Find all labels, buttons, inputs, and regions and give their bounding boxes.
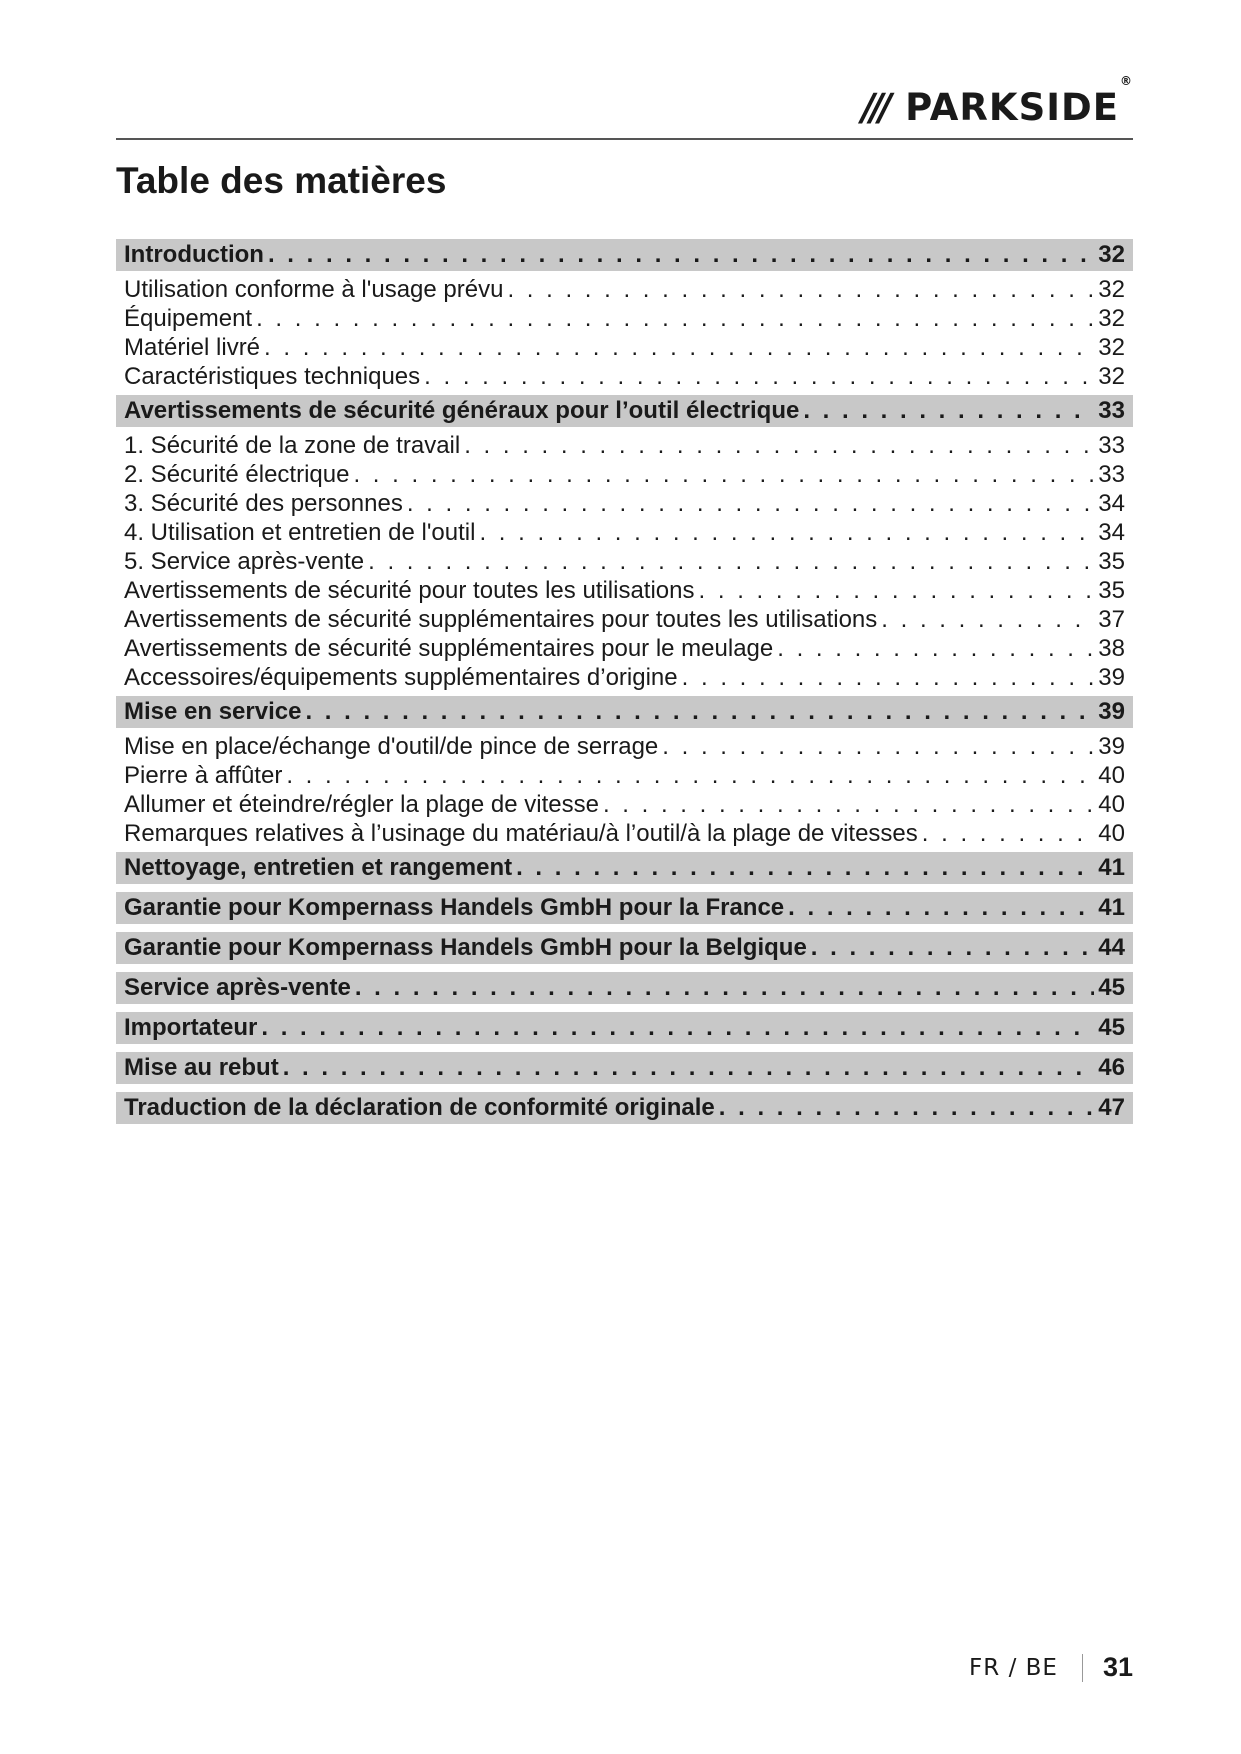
toc-entry-label: Avertissements de sécurité supplémentaires pour le meulage: [124, 635, 774, 662]
toc-entry-page: 34: [1098, 490, 1125, 517]
toc-entry-row[interactable]: [116, 605, 1133, 634]
toc-entry-row[interactable]: [116, 431, 1133, 460]
toc-leader-dots: [719, 1092, 1095, 1124]
toc-section-row[interactable]: [116, 1092, 1133, 1124]
toc-entry-page: 33: [1098, 432, 1125, 459]
toc-leader-dots: [268, 239, 1094, 271]
toc-leader-dots: [811, 932, 1095, 964]
toc-leader-dots: [699, 576, 1095, 605]
toc-entry-row[interactable]: [116, 790, 1133, 819]
toc-entry-row[interactable]: [116, 518, 1133, 547]
toc-entry-row[interactable]: [116, 489, 1133, 518]
toc-entry-row[interactable]: [116, 732, 1133, 761]
toc-entry-label: Équipement: [124, 305, 253, 332]
toc-entry-page: 45: [1098, 974, 1125, 1001]
toc-section-row[interactable]: [116, 395, 1133, 427]
toc-leader-dots: [516, 852, 1094, 884]
toc-entry-page: 40: [1098, 791, 1125, 818]
toc-entry-label: Traduction de la déclaration de conformité originale: [124, 1094, 715, 1121]
language-code: FR / BE: [969, 1654, 1058, 1681]
toc-entry-row[interactable]: [116, 547, 1133, 576]
toc-entry-page: 40: [1098, 762, 1125, 789]
toc-leader-dots: [788, 892, 1094, 924]
toc-entry-page: 45: [1098, 1014, 1125, 1041]
toc-entry-row[interactable]: [116, 333, 1133, 362]
toc-entry-page: 33: [1098, 397, 1125, 424]
toc-entry-label: 1. Sécurité de la zone de travail: [124, 432, 461, 459]
toc-leader-dots: [464, 431, 1094, 460]
toc-entry-page: 32: [1098, 363, 1125, 390]
toc-entry-page: 44: [1098, 934, 1125, 961]
toc-leader-dots: [922, 819, 1095, 848]
toc-entry-page: 46: [1098, 1054, 1125, 1081]
toc-entry-row[interactable]: [116, 819, 1133, 848]
toc-section-row[interactable]: [116, 696, 1133, 728]
header-rule: [116, 138, 1133, 140]
toc-entry-page: 32: [1098, 241, 1125, 268]
toc-entry-page: 32: [1098, 305, 1125, 332]
toc-entry-label: Garantie pour Kompernass Handels GmbH pour la Belgique: [124, 934, 807, 961]
page-footer: [969, 1652, 1133, 1683]
toc-entry-row[interactable]: [116, 362, 1133, 391]
toc-entry-label: Accessoires/équipements supplémentaires d’origine: [124, 664, 678, 691]
toc-leader-dots: [261, 1012, 1094, 1044]
toc-entry-label: 5. Service après-vente: [124, 548, 365, 575]
toc-entry-label: Avertissements de sécurité supplémentaires pour toutes les utilisations: [124, 606, 878, 633]
toc-section-row[interactable]: [116, 892, 1133, 924]
page-title: Table des matières: [116, 160, 447, 201]
toc-entry-label: Garantie pour Kompernass Handels GmbH pour la France: [124, 894, 785, 921]
toc-entry-row[interactable]: [116, 634, 1133, 663]
toc-entry-page: 39: [1098, 698, 1125, 725]
toc-leader-dots: [264, 333, 1094, 362]
table-of-contents: [116, 235, 1133, 1128]
toc-section-row[interactable]: [116, 239, 1133, 271]
toc-leader-dots: [286, 761, 1094, 790]
toc-leader-dots: [368, 547, 1094, 576]
toc-entry-row[interactable]: [116, 663, 1133, 692]
toc-leader-dots: [256, 304, 1094, 333]
toc-leader-dots: [283, 1052, 1095, 1084]
toc-entry-label: Mise en service: [124, 698, 302, 725]
toc-leader-dots: [777, 634, 1094, 663]
toc-entry-row[interactable]: [116, 761, 1133, 790]
toc-leader-dots: [507, 275, 1094, 304]
toc-entry-label: 2. Sécurité électrique: [124, 461, 350, 488]
parkside-logo: [861, 74, 1133, 129]
logo-slashes: ///: [861, 86, 888, 129]
toc-entry-page: 47: [1098, 1094, 1125, 1121]
toc-entry-row[interactable]: [116, 576, 1133, 605]
toc-leader-dots: [881, 605, 1094, 634]
toc-entry-label: Avertissements de sécurité généraux pour l’outil électrique: [124, 397, 800, 424]
toc-leader-dots: [682, 663, 1095, 692]
toc-entry-page: 40: [1098, 820, 1125, 847]
toc-entry-label: Remarques relatives à l’usinage du matériau/à l’outil/à la plage de vitesses: [124, 820, 918, 847]
toc-leader-dots: [407, 489, 1094, 518]
toc-entry-label: Mise en place/échange d'outil/de pince de serrage: [124, 733, 659, 760]
toc-leader-dots: [305, 696, 1094, 728]
toc-leader-dots: [355, 972, 1094, 1004]
toc-entry-page: 35: [1098, 577, 1125, 604]
toc-entry-page: 32: [1098, 276, 1125, 303]
toc-entry-label: 4. Utilisation et entretien de l'outil: [124, 519, 476, 546]
toc-entry-label: Matériel livré: [124, 334, 261, 361]
toc-leader-dots: [662, 732, 1094, 761]
registered-mark: ®: [1120, 74, 1133, 88]
toc-entry-row[interactable]: [116, 460, 1133, 489]
toc-entry-page: 39: [1098, 733, 1125, 760]
toc-entry-label: Mise au rebut: [124, 1054, 279, 1081]
toc-leader-dots: [353, 460, 1094, 489]
toc-entry-page: 38: [1098, 635, 1125, 662]
toc-entry-label: Utilisation conforme à l'usage prévu: [124, 276, 504, 303]
toc-entry-row[interactable]: [116, 275, 1133, 304]
toc-entry-label: Avertissements de sécurité pour toutes les utilisations: [124, 577, 695, 604]
toc-entry-label: Importateur: [124, 1014, 258, 1041]
toc-section-row[interactable]: [116, 972, 1133, 1004]
toc-entry-label: Nettoyage, entretien et rangement: [124, 854, 513, 881]
toc-leader-dots: [479, 518, 1094, 547]
toc-entry-label: Service après-vente: [124, 974, 351, 1001]
toc-leader-dots: [424, 362, 1094, 391]
toc-entry-page: 41: [1098, 854, 1125, 881]
toc-entry-page: 32: [1098, 334, 1125, 361]
toc-entry-label: 3. Sécurité des personnes: [124, 490, 403, 517]
toc-section-row[interactable]: [116, 852, 1133, 884]
toc-entry-page: 39: [1098, 664, 1125, 691]
toc-section-row[interactable]: [116, 932, 1133, 964]
toc-section-row[interactable]: [116, 1012, 1133, 1044]
toc-leader-dots: [603, 790, 1094, 819]
toc-entry-row[interactable]: [116, 304, 1133, 333]
toc-leader-dots: [803, 395, 1094, 427]
toc-entry-page: 34: [1098, 519, 1125, 546]
toc-entry-label: Introduction: [124, 241, 264, 268]
footer-separator: [1082, 1654, 1083, 1682]
logo-text: PARKSIDE®: [905, 74, 1133, 129]
toc-entry-page: 35: [1098, 548, 1125, 575]
page-number: 31: [1102, 1652, 1133, 1682]
toc-section-row[interactable]: [116, 1052, 1133, 1084]
toc-entry-label: Caractéristiques techniques: [124, 363, 421, 390]
toc-entry-page: 41: [1098, 894, 1125, 921]
toc-entry-page: 37: [1098, 606, 1125, 633]
toc-entry-page: 33: [1098, 461, 1125, 488]
toc-entry-label: Allumer et éteindre/régler la plage de vitesse: [124, 791, 599, 818]
toc-entry-label: Pierre à affûter: [124, 762, 283, 789]
